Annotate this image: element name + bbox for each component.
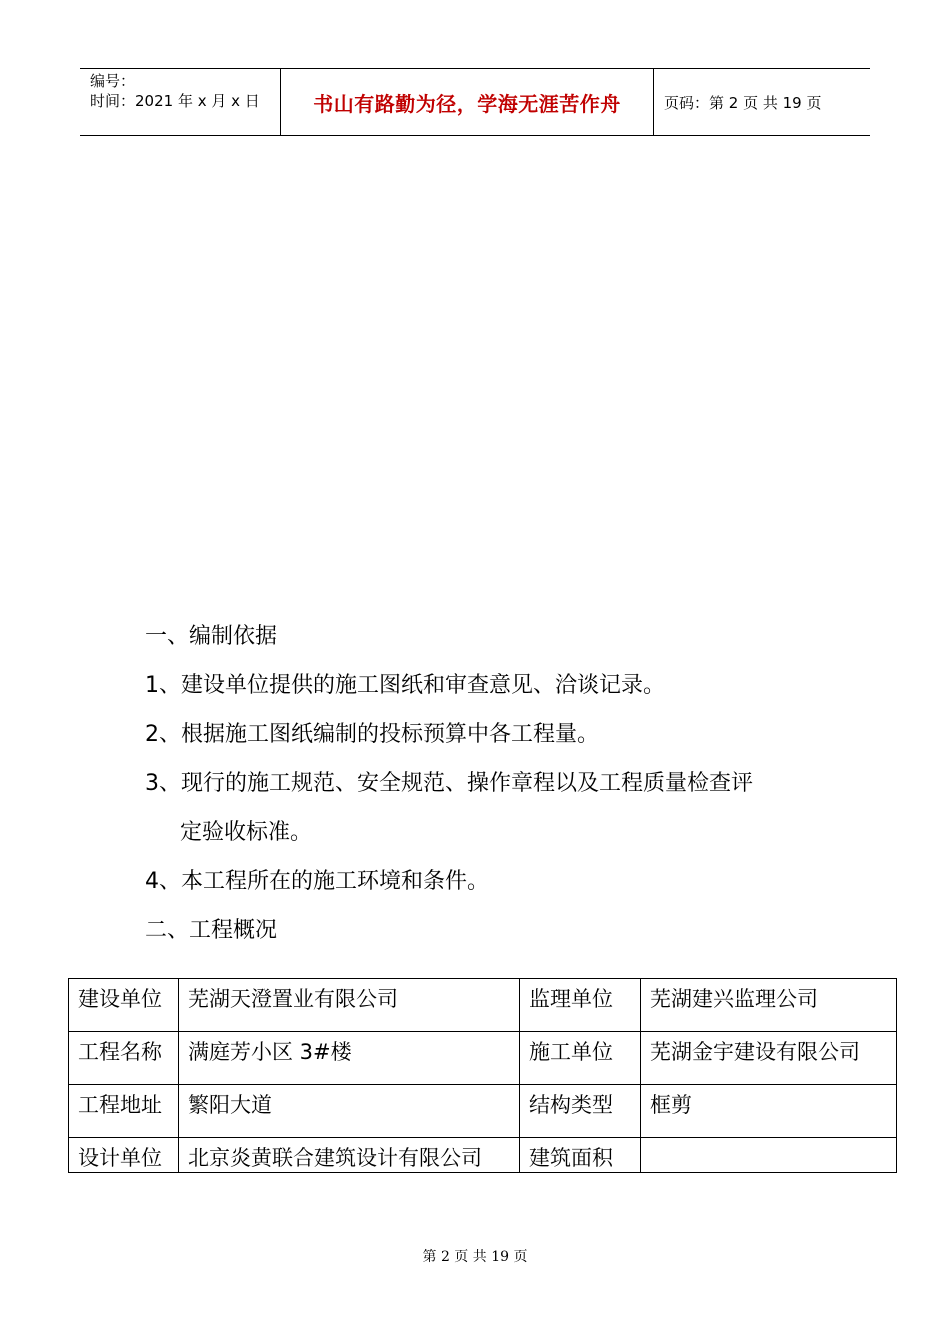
- table-cell-value: 芜湖金宇建设有限公司: [641, 1032, 897, 1085]
- header-meta: [80, 69, 281, 135]
- basis-item-3: 3、现行的施工规范、安全规范、操作章程以及工程质量检查评: [145, 771, 753, 796]
- page-header: [80, 68, 870, 136]
- table-cell-value: 北京炎黄联合建筑设计有限公司: [179, 1138, 520, 1173]
- table-cell-label: 施工单位: [520, 1032, 641, 1085]
- table-cell-label: 工程名称: [69, 1032, 179, 1085]
- table-cell-value: 芜湖建兴监理公司: [641, 979, 897, 1032]
- table-row: [69, 979, 897, 1032]
- document-date-label: 时间：2021 年 x 月 x 日: [90, 92, 260, 110]
- footer-page-number: 第 2 页 共 19 页: [422, 1249, 528, 1265]
- document-number-label: 编号：: [90, 72, 136, 90]
- basis-item-1: 1、建设单位提供的施工图纸和审查意见、洽谈记录。: [145, 673, 665, 698]
- header-page-info: [654, 69, 870, 135]
- basis-item-2: 2、根据施工图纸编制的投标预算中各工程量。: [145, 722, 599, 747]
- table-cell-label: 结构类型: [520, 1085, 641, 1138]
- header-motto: 书山有路勤为径，学海无涯苦作舟: [313, 91, 621, 116]
- header-motto-cell: [281, 69, 654, 135]
- table-cell-label: 监理单位: [520, 979, 641, 1032]
- table-row: [69, 1085, 897, 1138]
- table-row: [69, 1032, 897, 1085]
- table-cell-value: 满庭芳小区 3#楼: [179, 1032, 520, 1085]
- basis-item-4: 4、本工程所在的施工环境和条件。: [145, 869, 489, 894]
- table-cell-label: 建设单位: [69, 979, 179, 1032]
- table-cell-label: 设计单位: [69, 1138, 179, 1173]
- header-page-label: 页码：第 2 页 共 19 页: [664, 93, 822, 112]
- table-row: [69, 1138, 897, 1173]
- page-footer: [0, 1246, 950, 1266]
- document-body: [145, 612, 845, 955]
- table-cell-label: 建筑面积: [520, 1138, 641, 1173]
- table-cell-value: [641, 1138, 897, 1173]
- section-heading-basis: 一、编制依据: [145, 624, 278, 649]
- project-overview-table: [68, 978, 897, 1173]
- section-heading-overview: 二、工程概况: [145, 918, 278, 943]
- basis-item-3-continued: 定验收标准。: [180, 820, 313, 845]
- table-cell-value: 芜湖天澄置业有限公司: [179, 979, 520, 1032]
- table-cell-value: 繁阳大道: [179, 1085, 520, 1138]
- table-cell-value: 框剪: [641, 1085, 897, 1138]
- table-cell-label: 工程地址: [69, 1085, 179, 1138]
